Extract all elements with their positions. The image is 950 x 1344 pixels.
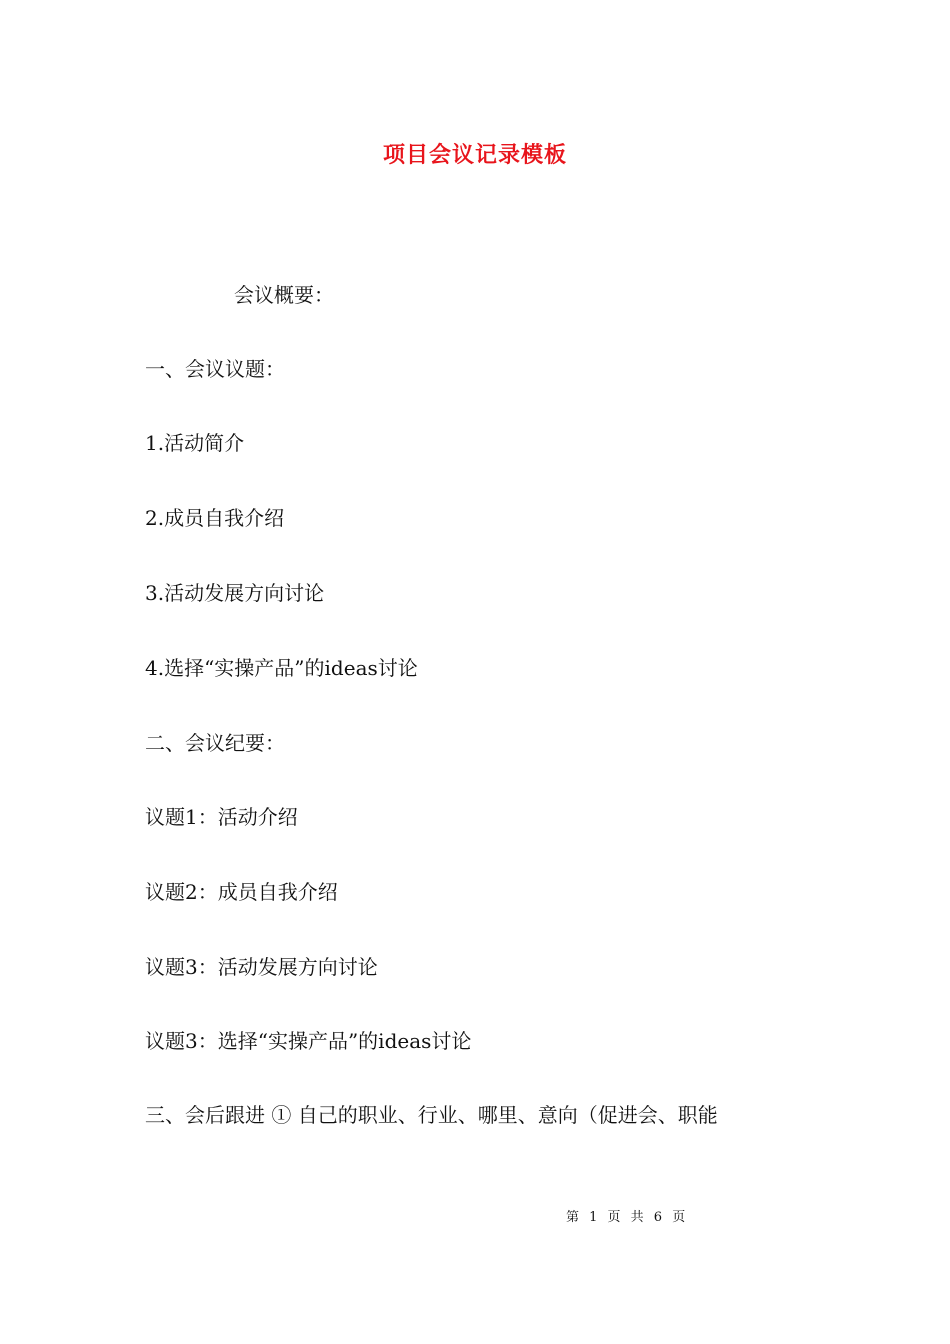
document-title: 项目会议记录模板 [382,143,567,168]
page-number-footer: 第 1 页 共 6 页 [566,1210,689,1225]
minutes-item: 议题2：成员自我介绍 [145,880,338,904]
section-heading-minutes: 二、会议纪要： [145,731,285,755]
minutes-item: 议题1：活动介绍 [145,805,298,829]
agenda-item: 4.选择“实操产品”的ideas讨论 [145,656,418,680]
overview-label: 会议概要： [234,283,334,307]
agenda-item: 3.活动发展方向讨论 [145,581,325,605]
minutes-item: 议题3：活动发展方向讨论 [145,955,378,979]
agenda-item: 1.活动简介 [145,431,245,455]
section-followup-text: 三、会后跟进 ① 自己的职业、行业、哪里、意向（促进会、职能 [145,1103,718,1127]
agenda-item: 2.成员自我介绍 [145,506,285,530]
section-heading-agenda: 一、会议议题： [145,357,285,381]
minutes-item: 议题3：选择“实操产品”的ideas讨论 [145,1029,472,1053]
